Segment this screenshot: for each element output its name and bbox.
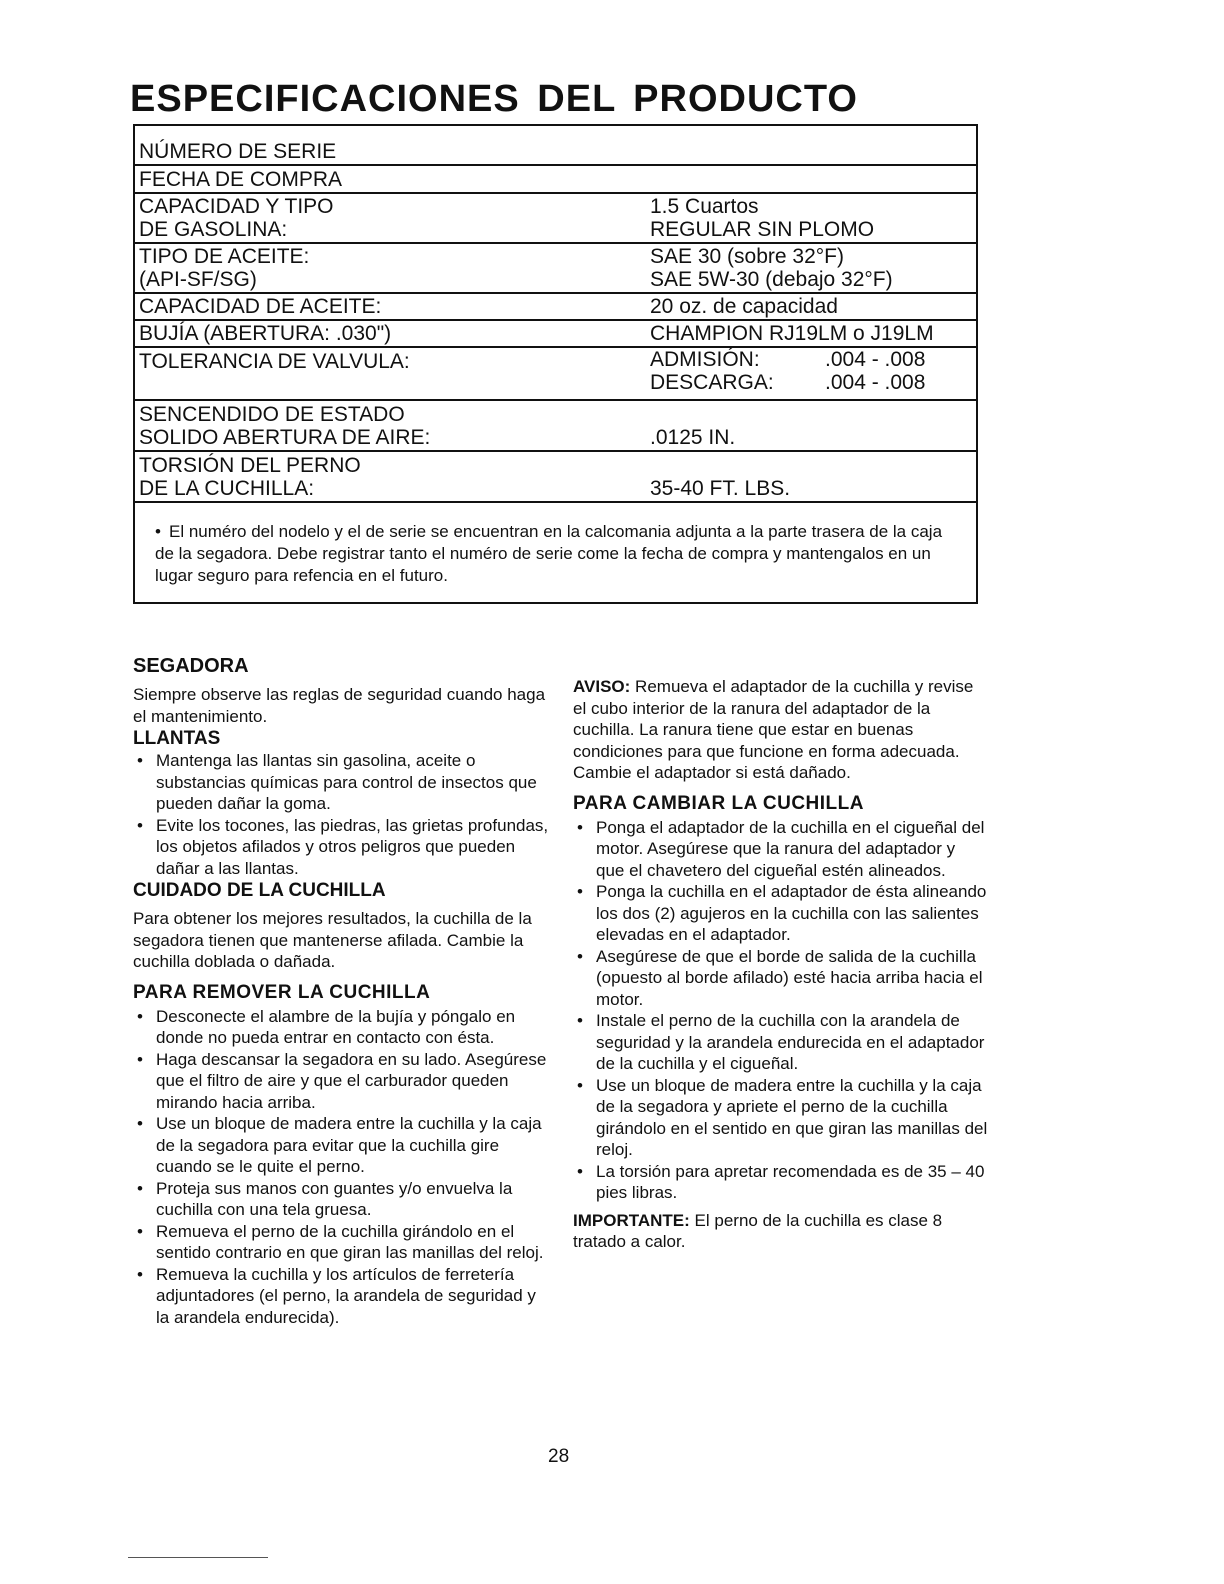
spec-row-valve-tolerance bbox=[135, 348, 976, 401]
valve-values bbox=[650, 348, 925, 394]
section-heading-remover: PARA REMOVER LA CUCHILLA bbox=[133, 981, 431, 1003]
list-item: • Instale el perno de la cuchilla con la arandela de seguridad y la arandela endurecida en el adaptador de la cuchilla y el cigueñal. bbox=[573, 1010, 988, 1075]
spec-label: TIPO DE ACEITE: (API-SF/SG) bbox=[139, 245, 310, 291]
bullet-icon: • bbox=[155, 522, 161, 541]
aviso-label: AVISO: bbox=[573, 677, 631, 696]
valve-intake-range: .004 - .008 bbox=[825, 348, 926, 371]
page-title: ESPECIFICACIONES DEL PRODUCTO bbox=[130, 78, 858, 120]
section-heading-cuidado: CUIDADO DE LA CUCHILLA bbox=[133, 880, 386, 901]
importante-label: IMPORTANTE: bbox=[573, 1210, 690, 1230]
spec-row-oil-capacity bbox=[135, 294, 976, 321]
left-column bbox=[133, 655, 553, 1328]
list-item: • Mantenga las llantas sin gasolina, aceite o substancias químicas para control de insectos que pueden dañar la goma. bbox=[133, 750, 553, 815]
list-item: • Ponga la cuchilla en el adaptador de ésta alineando los dos (2) agujeros en la cuchilla con las salientes elevadas en el adaptador. bbox=[573, 881, 988, 946]
spec-value: CHAMPION RJ19LM o J19LM bbox=[650, 322, 934, 345]
list-item: • Proteja sus manos con guantes y/o envuelva la cuchilla con una tela gruesa. bbox=[133, 1178, 553, 1221]
spec-value: SAE 30 (sobre 32°F) SAE 5W-30 (debajo 32°F) bbox=[650, 245, 893, 291]
spec-label: NÚMERO DE SERIE bbox=[139, 140, 337, 163]
spec-row-purchase-date bbox=[135, 166, 976, 194]
spec-table bbox=[133, 124, 978, 604]
spec-note-text: El numéro del nodelo y el de serie se encuentran en la calcomania adjunta a la parte trasera de la caja de la segadora. Debe registrar tanto el numéro de serie come la fecha de compra y mantengalos en un lugar seguro para refencia en el futuro. bbox=[155, 522, 943, 585]
list-item: • Ponga el adaptador de la cuchilla en el cigueñal del motor. Asegúrese que la ranura del adaptador y que el chavetero del cigueñal estén alineados. bbox=[573, 817, 988, 882]
valve-intake-label: ADMISIÓN: bbox=[650, 348, 760, 371]
valve-exhaust-label: DESCARGA: bbox=[650, 371, 774, 394]
list-item: • Desconecte el alambre de la bujía y póngalo en donde no pueda entrar en contacto con ésta. bbox=[133, 1006, 553, 1049]
section-heading-segadora: SEGADORA bbox=[133, 655, 249, 677]
spec-note bbox=[135, 503, 976, 587]
list-item: • Remueva la cuchilla y los artículos de ferretería adjuntadores (el perno, la arandela de seguridad y la arandela endurecida). bbox=[133, 1264, 553, 1329]
list-item: • Evite los tocones, las piedras, las grietas profundas, los objetos afilados y otros peligros que pueden dañar a las llantas. bbox=[133, 815, 553, 880]
segadora-intro: Siempre observe las reglas de seguridad cuando haga el mantenimiento. bbox=[133, 685, 546, 726]
spec-row-spark-plug bbox=[135, 321, 976, 348]
valve-exhaust-range: .004 - .008 bbox=[825, 371, 926, 394]
spec-row-oil-type bbox=[135, 244, 976, 294]
list-item: • Remueva el perno de la cuchilla girándolo en el sentido contrario en que giran las manillas del reloj. bbox=[133, 1221, 553, 1264]
aviso-text: Remueva el adaptador de la cuchilla y revise el cubo interior de la ranura del adaptador de la cuchilla. La ranura tiene que estar en buenas condiciones para que funcione en forma adecuada. Cambie el adaptador si está dañado. bbox=[573, 677, 974, 782]
spec-row-air-gap bbox=[135, 401, 976, 452]
spec-value: .0125 IN. bbox=[650, 426, 736, 449]
list-item: • Use un bloque de madera entre la cuchilla y la caja de la segadora para evitar que la cuchilla gire cuando se le quite el perno. bbox=[133, 1113, 553, 1178]
spec-label: TORSIÓN DEL PERNO DE LA CUCHILLA: bbox=[139, 454, 361, 500]
remover-list bbox=[133, 1006, 553, 1329]
right-column bbox=[573, 676, 988, 1253]
spec-value: 20 oz. de capacidad bbox=[650, 295, 838, 318]
spec-label: FECHA DE COMPRA bbox=[139, 168, 343, 191]
importante-paragraph bbox=[573, 1210, 988, 1253]
spec-label: BUJÍA (ABERTURA: .030") bbox=[139, 322, 392, 345]
spec-value: 1.5 Cuartos REGULAR SIN PLOMO bbox=[650, 195, 875, 241]
importante-text: El perno de la cuchilla es clase 8 tratado a calor. bbox=[573, 1210, 943, 1251]
cambiar-list bbox=[573, 817, 988, 1204]
list-item: • Haga descansar la segadora en su lado. Asegúrese que el filtro de aire y que el carburador queden mirando hacia arriba. bbox=[133, 1049, 553, 1114]
spec-label: CAPACIDAD DE ACEITE: bbox=[139, 295, 382, 318]
list-item: • La torsión para apretar recomendada es de 35 – 40 pies libras. bbox=[573, 1161, 988, 1204]
spec-row-gasoline bbox=[135, 194, 976, 244]
spec-label: CAPACIDAD Y TIPO DE GASOLINA: bbox=[139, 195, 334, 241]
spec-value: 35-40 FT. LBS. bbox=[650, 477, 791, 500]
cuidado-text: Para obtener los mejores resultados, la cuchilla de la segadora tienen que mantenerse afilada. Cambie la cuchilla doblada o dañada. bbox=[133, 909, 532, 971]
section-heading-cambiar: PARA CAMBIAR LA CUCHILLA bbox=[573, 792, 864, 814]
footer-divider bbox=[128, 1557, 268, 1558]
section-heading-llantas: LLANTAS bbox=[133, 728, 221, 749]
list-item: • Use un bloque de madera entre la cuchilla y la caja de la segadora y apriete el perno de la cuchilla girándolo en el sentido en que giran las manillas del reloj. bbox=[573, 1075, 988, 1161]
aviso-paragraph bbox=[573, 676, 988, 784]
spec-label: TOLERANCIA DE VALVULA: bbox=[139, 350, 410, 373]
spec-row-bolt-torque bbox=[135, 452, 976, 503]
llantas-list bbox=[133, 750, 553, 879]
spec-label: SENCENDIDO DE ESTADO SOLIDO ABERTURA DE AIRE: bbox=[139, 403, 431, 449]
list-item: • Asegúrese de que el borde de salida de la cuchilla (opuesto al borde afilado) esté hacia arriba hacia el motor. bbox=[573, 946, 988, 1011]
spec-row-serial bbox=[135, 126, 976, 166]
page-number: 28 bbox=[548, 1446, 570, 1467]
